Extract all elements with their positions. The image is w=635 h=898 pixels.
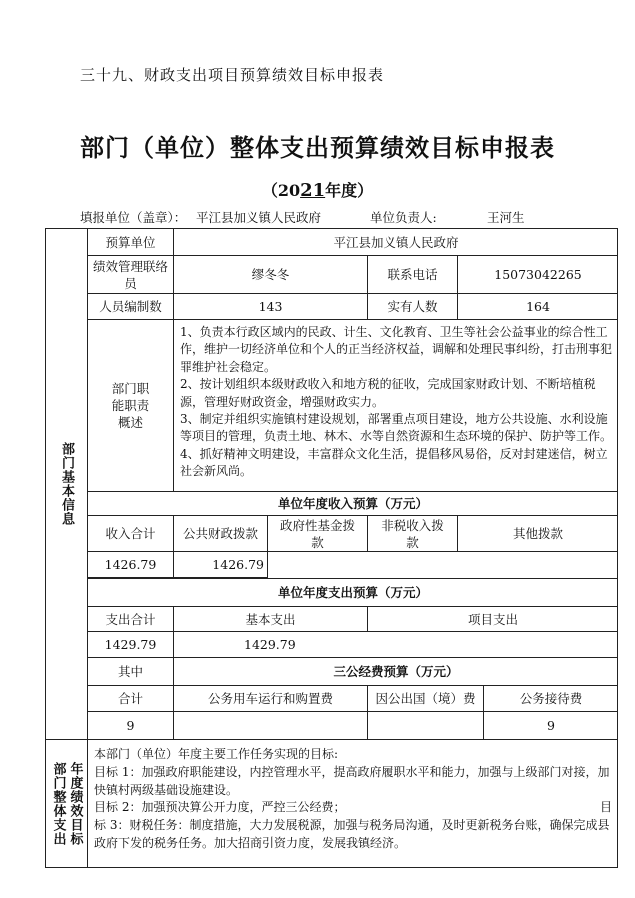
- section-goals-col1: 部门整体支出: [50, 762, 66, 846]
- goal-item: 标 3：财税任务：制度措施，大力发展税源，加强与税务局沟通，及时更新税务台账，确保完成县政府下发的税务任务。加大招商引资力度，发展我镇经济。: [94, 818, 610, 850]
- unit-label: 填报单位（盖章）：: [80, 210, 187, 225]
- staff-actual-label: 实有人数: [368, 294, 458, 320]
- income-heading: 单位年度收入预算（万元）: [88, 492, 618, 516]
- three-value: [368, 712, 484, 740]
- staff-quota-label: 人员编制数: [88, 294, 174, 320]
- expense-value: 1429.79: [88, 632, 174, 658]
- three-header: 公务用车运行和购置费: [174, 686, 368, 712]
- income-value: 1426.79: [174, 552, 268, 578]
- expense-header: 支出合计: [88, 607, 174, 632]
- phone-label: 联系电话: [368, 256, 458, 294]
- goal-2-tail: 目: [599, 800, 612, 815]
- expense-header: 基本支出: [174, 607, 368, 632]
- income-header: 其他拨款: [458, 516, 618, 552]
- section-basic-info: 部门基本信息: [46, 229, 88, 740]
- duty-label: 部门职能职责概述: [88, 320, 174, 492]
- staff-actual-value: 164: [458, 294, 618, 320]
- year-number-b: 21: [300, 180, 326, 201]
- year-line: [0, 178, 635, 201]
- three-public-heading: 三公经费预算（万元）: [174, 658, 618, 686]
- among-label: 其中: [88, 658, 174, 686]
- form-title: 部门（单位）整体支出预算绩效目标申报表: [80, 134, 555, 162]
- year-number-a: 20: [277, 181, 301, 200]
- year-open: （: [261, 181, 278, 200]
- income-header: 非税收入拨款: [368, 516, 458, 552]
- three-header: 合计: [88, 686, 174, 712]
- form-table: [45, 228, 618, 868]
- section-goals-col2: 年度绩效目标: [67, 762, 83, 846]
- expense-header: 项目支出: [368, 607, 618, 632]
- income-header: 政府性基金拨款: [268, 516, 368, 552]
- unit-value: 平江县加义镇人民政府: [196, 210, 322, 225]
- goal-2-text: 目标 2：加强预决算公开力度，严控三公经费；: [94, 800, 346, 815]
- income-value-empty: [268, 552, 618, 578]
- duty-paragraph: 2、按计划组织本级财政收入和地方税的征收，完成国家财政计划、不断培植税源，管理好财政资金，增强财政实力。: [180, 377, 596, 409]
- section-goals: [46, 740, 88, 868]
- goals-text: [88, 740, 618, 868]
- three-header: 公务接待费: [484, 686, 618, 712]
- goal-item: [94, 799, 612, 817]
- phone-value: 15073042265: [458, 256, 618, 294]
- three-value: [174, 712, 368, 740]
- three-value: 9: [484, 712, 618, 740]
- contact-label: 绩效管理联络员: [88, 256, 174, 294]
- section-title: 三十九、财政支出项目预算绩效目标申报表: [80, 66, 385, 84]
- expense-value-empty: [368, 632, 618, 658]
- duty-text: [174, 320, 618, 492]
- duty-paragraph: 1、负责本行政区域内的民政、计生、文化教育、卫生等社会公益事业的综合性工作，维护一切经济单位和个人的正当经济权益，调解和处理民事纠纷，打击刑事犯罪维护社会稳定。: [180, 325, 613, 374]
- budget-unit-value: 平江县加义镇人民政府: [174, 229, 618, 256]
- duty-paragraph: 3、制定并组织实施镇村建设规划，部署重点项目建设，地方公共设施、水利设施等项目的管理，负责土地、林木、水等自然资源和生态环境的保护、防护等工作。: [180, 412, 613, 444]
- income-value: 1426.79: [88, 552, 174, 578]
- income-header: 公共财政拨款: [174, 516, 268, 552]
- duty-paragraph: 4、抓好精神文明建设，丰富群众文化生活，提倡移风易俗，反对封建迷信，树立社会新风尚。: [180, 446, 608, 479]
- year-suffix: 年度）: [325, 181, 374, 200]
- contact-value: 缪冬冬: [174, 256, 368, 294]
- staff-quota-value: 143: [174, 294, 368, 320]
- expense-heading: 单位年度支出预算（万元）: [88, 578, 618, 607]
- three-header: 因公出国（境）费: [368, 686, 484, 712]
- expense-value: 1429.79: [174, 632, 368, 658]
- three-value: 9: [88, 712, 174, 740]
- head-value: 王河生: [487, 210, 525, 225]
- head-label: 单位负责人:: [370, 210, 437, 225]
- goals-intro: 本部门（单位）年度主要工作任务实现的目标:: [94, 747, 339, 761]
- budget-unit-label: 预算单位: [88, 229, 174, 256]
- goal-item: 目标 1：加强政府职能建设，内控管理水平，提高政府履职水平和能力，加强与上级部门对接，加快镇村两级基础设施建设。: [94, 764, 610, 797]
- income-header: 收入合计: [88, 516, 174, 552]
